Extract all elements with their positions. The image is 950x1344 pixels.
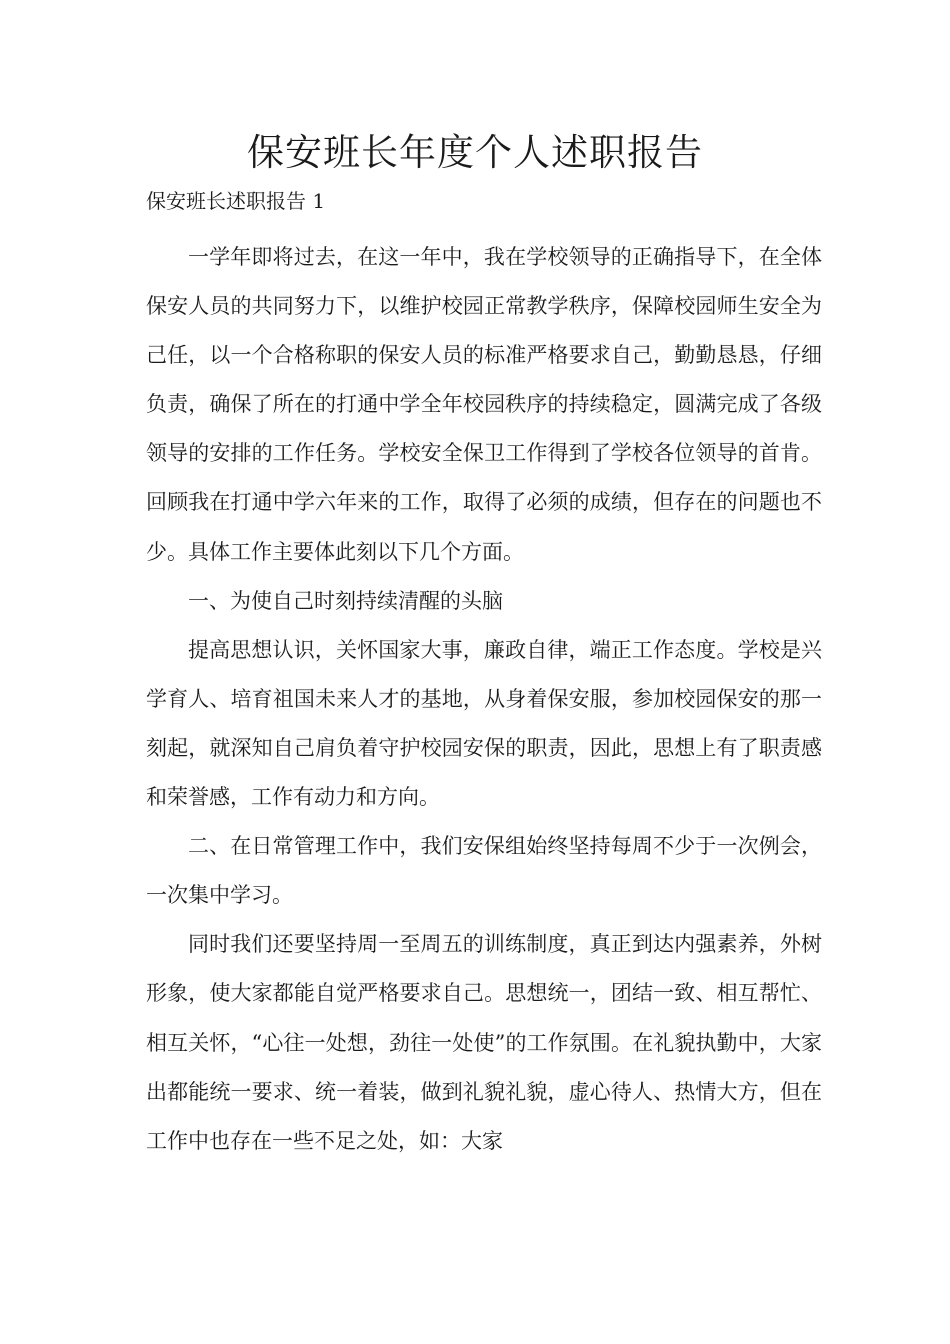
paragraph-heading-2: 二、在日常管理工作中，我们安保组始终坚持每周不少于一次例会，一次集中学习。 xyxy=(146,834,822,908)
paragraph-heading-1: 一、为使自己时刻持续清醒的头脑 xyxy=(188,588,503,613)
document-title: 保安班长年度个人述职报告 xyxy=(247,131,703,174)
document-body xyxy=(146,233,822,1166)
document-subtitle: 保安班长述职报告 1 xyxy=(146,189,326,213)
paragraph-thinking: 提高思想认识，关怀国家大事，廉政自律，端正工作态度。学校是兴学育人、培育祖国未来人才的基地，从身着保安服，参加校园保安的那一刻起，就深知自己肩负着守护校园安保的职责，因此，思想上有了职责感和荣誉感，工作有动力和方向。 xyxy=(146,637,822,810)
paragraph-training: 同时我们还要坚持周一至周五的训练制度，真正到达内强素养，外树形象，使大家都能自觉严格要求自己。思想统一，团结一致、相互帮忙、相互关怀，“心往一处想，劲往一处使”的工作氛围。在礼貌执勤中，大家出都能统一要求、统一着装，做到礼貌礼貌，虚心待人、热情大方，但在工作中也存在一些不足之处，如：大家 xyxy=(146,932,822,1153)
paragraph-intro: 一学年即将过去，在这一年中，我在学校领导的正确指导下，在全体保安人员的共同努力下，以维护校园正常教学秩序，保障校园师生安全为己任，以一个合格称职的保安人员的标准严格要求自己，勤勤恳恳，仔细负责，确保了所在的打通中学全年校园秩序的持续稳定，圆满完成了各级领导的安排的工作任务。学校安全保卫工作得到了学校各位领导的首肯。回顾我在打通中学六年来的工作，取得了必须的成绩，但存在的问题也不少。具体工作主要体此刻以下几个方面。 xyxy=(146,245,822,564)
